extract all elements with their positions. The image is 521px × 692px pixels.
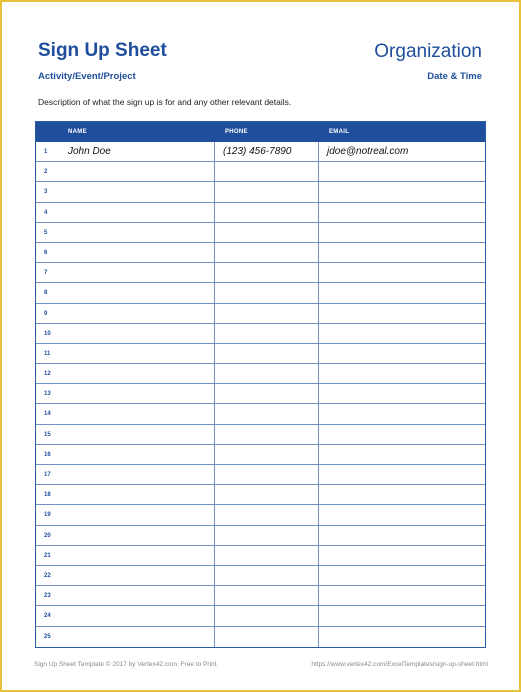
footer-copyright: Sign Up Sheet Template © 2017 by Vertex42.com. Free to Print. <box>34 661 219 668</box>
name-cell[interactable] <box>60 182 215 201</box>
email-cell[interactable] <box>319 606 485 625</box>
table-row <box>36 162 485 182</box>
table-row <box>36 425 485 445</box>
name-cell[interactable] <box>60 304 215 323</box>
phone-cell[interactable] <box>215 304 319 323</box>
email-cell[interactable] <box>319 263 485 282</box>
name-cell[interactable] <box>60 384 215 403</box>
header-name: NAME <box>68 129 87 135</box>
row-number: 17 <box>44 472 51 478</box>
row-number: 8 <box>44 290 48 297</box>
phone-cell[interactable] <box>215 566 319 585</box>
row-number: 14 <box>44 411 51 418</box>
table-row <box>36 586 485 606</box>
name-cell[interactable] <box>60 445 215 464</box>
phone-cell[interactable]: (123) 456-7890 <box>215 142 319 161</box>
name-cell[interactable] <box>60 546 215 565</box>
header-email: EMAIL <box>329 129 350 135</box>
email-cell[interactable] <box>319 465 485 484</box>
table-row <box>36 465 485 485</box>
phone-cell[interactable] <box>215 162 319 181</box>
row-number: 2 <box>44 169 48 176</box>
activity-label: Activity/Event/Project <box>38 71 136 82</box>
email-cell[interactable] <box>319 304 485 323</box>
name-cell[interactable] <box>60 324 215 343</box>
table-header <box>36 122 485 142</box>
table-row <box>36 324 485 344</box>
email-cell[interactable] <box>319 223 485 242</box>
name-cell[interactable] <box>60 485 215 504</box>
email-cell[interactable] <box>319 505 485 524</box>
table-row <box>36 283 485 303</box>
phone-cell[interactable] <box>215 627 319 647</box>
email-cell[interactable] <box>319 485 485 504</box>
row-number: 23 <box>44 593 51 600</box>
row-number: 5 <box>44 229 48 236</box>
phone-cell[interactable] <box>215 344 319 363</box>
phone-cell[interactable] <box>215 546 319 565</box>
datetime-label: Date & Time <box>427 71 482 82</box>
email-cell[interactable] <box>319 283 485 302</box>
description-text: Description of what the sign up is for and any other relevant details. <box>38 97 292 107</box>
phone-cell[interactable] <box>215 526 319 545</box>
phone-cell[interactable] <box>215 203 319 222</box>
email-cell[interactable] <box>319 364 485 383</box>
table-row <box>36 485 485 505</box>
table-row <box>36 203 485 223</box>
email-cell[interactable] <box>319 526 485 545</box>
table-row <box>36 182 485 202</box>
row-number: 4 <box>44 209 48 216</box>
name-cell[interactable] <box>60 586 215 605</box>
phone-cell[interactable] <box>215 384 319 403</box>
name-cell[interactable] <box>60 526 215 545</box>
row-number: 7 <box>44 270 48 277</box>
row-number: 13 <box>44 391 51 398</box>
phone-cell[interactable] <box>215 465 319 484</box>
table-row <box>36 344 485 364</box>
email-cell[interactable] <box>319 627 485 647</box>
name-cell[interactable] <box>60 566 215 585</box>
name-cell[interactable] <box>60 404 215 423</box>
name-cell[interactable] <box>60 203 215 222</box>
email-cell[interactable] <box>319 203 485 222</box>
phone-cell[interactable] <box>215 283 319 302</box>
row-number: 24 <box>44 613 51 620</box>
phone-cell[interactable] <box>215 425 319 444</box>
phone-cell[interactable] <box>215 404 319 423</box>
table-row <box>36 223 485 243</box>
name-cell[interactable] <box>60 223 215 242</box>
row-number: 12 <box>44 371 51 378</box>
phone-cell[interactable] <box>215 324 319 343</box>
table-row <box>36 566 485 586</box>
row-number: 20 <box>44 532 51 539</box>
email-cell[interactable] <box>319 384 485 403</box>
name-cell[interactable]: John Doe <box>60 142 215 161</box>
phone-cell[interactable] <box>215 263 319 282</box>
email-cell[interactable] <box>319 162 485 181</box>
row-number: 15 <box>44 431 51 438</box>
row-number: 9 <box>44 310 48 317</box>
table-body <box>36 142 485 647</box>
header-phone: PHONE <box>225 129 248 135</box>
table-row <box>36 364 485 384</box>
row-number: 18 <box>44 492 51 499</box>
email-cell[interactable] <box>319 404 485 423</box>
table-row <box>36 505 485 525</box>
table-row <box>36 546 485 566</box>
name-cell[interactable] <box>60 465 215 484</box>
name-cell[interactable] <box>60 505 215 524</box>
table-row <box>36 263 485 283</box>
row-number: 6 <box>44 249 48 256</box>
row-number: 21 <box>44 552 51 559</box>
header-number-column <box>36 122 68 142</box>
email-cell[interactable] <box>319 566 485 585</box>
table-row <box>36 404 485 424</box>
email-cell[interactable] <box>319 546 485 565</box>
name-cell[interactable] <box>60 627 215 647</box>
name-cell[interactable] <box>60 425 215 444</box>
name-cell[interactable] <box>60 162 215 181</box>
name-cell[interactable] <box>60 344 215 363</box>
name-cell[interactable] <box>60 364 215 383</box>
page-title: Sign Up Sheet <box>38 40 167 61</box>
table-row <box>36 243 485 263</box>
row-number: 10 <box>44 330 51 337</box>
name-cell[interactable] <box>60 606 215 625</box>
table-row <box>36 445 485 465</box>
email-cell[interactable] <box>319 445 485 464</box>
email-cell[interactable] <box>319 243 485 262</box>
row-number: 3 <box>44 189 48 196</box>
row-number: 11 <box>44 350 51 357</box>
phone-cell[interactable] <box>215 223 319 242</box>
phone-cell[interactable] <box>215 182 319 201</box>
table-row <box>36 304 485 324</box>
email-cell[interactable] <box>319 586 485 605</box>
row-number: 25 <box>44 633 51 640</box>
row-number: 1 <box>44 149 48 155</box>
email-cell[interactable]: jdoe@notreal.com <box>327 146 409 157</box>
phone-cell[interactable] <box>215 243 319 262</box>
table-row <box>36 606 485 626</box>
phone-cell[interactable] <box>215 364 319 383</box>
name-cell[interactable] <box>60 243 215 262</box>
phone-cell[interactable] <box>215 586 319 605</box>
organization-label: Organization <box>374 41 482 62</box>
table-row <box>36 526 485 546</box>
name-cell[interactable] <box>60 263 215 282</box>
footer-url: https://www.vertex42.com/ExcelTemplates/sign-up-sheet.html <box>311 661 488 668</box>
name-cell[interactable] <box>60 283 215 302</box>
table-row <box>36 384 485 404</box>
email-cell[interactable] <box>319 344 485 363</box>
phone-cell[interactable] <box>215 606 319 625</box>
row-number: 19 <box>44 512 51 519</box>
email-cell[interactable] <box>319 425 485 444</box>
signup-table <box>35 121 486 648</box>
email-cell[interactable] <box>319 182 485 201</box>
phone-cell[interactable] <box>215 505 319 524</box>
table-row <box>36 142 485 162</box>
phone-cell[interactable] <box>215 445 319 464</box>
phone-cell[interactable] <box>215 485 319 504</box>
row-number: 22 <box>44 572 51 579</box>
table-row <box>36 627 485 647</box>
row-number: 16 <box>44 451 51 458</box>
email-cell[interactable] <box>319 324 485 343</box>
